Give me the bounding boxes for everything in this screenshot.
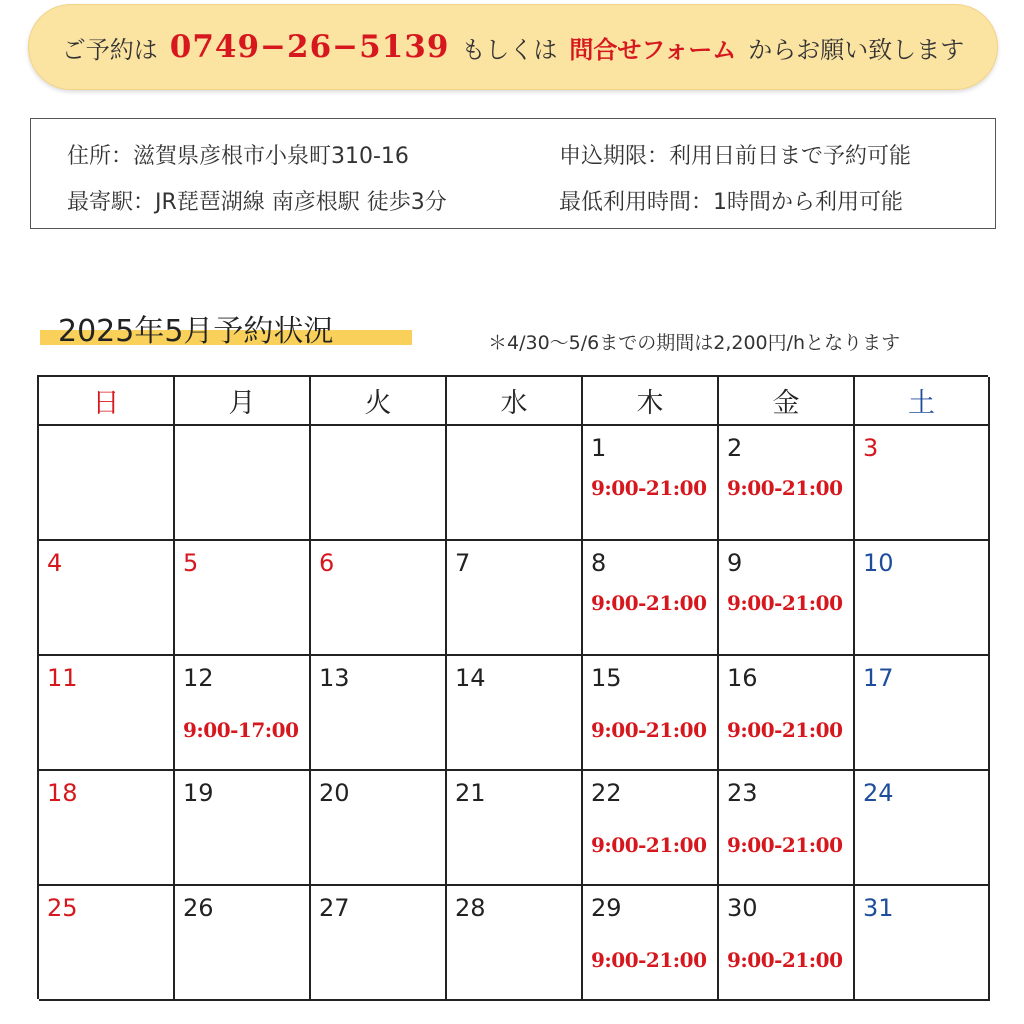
day-number: 19 xyxy=(183,779,214,807)
calendar-day-cell[interactable] xyxy=(175,656,311,771)
day-number: 17 xyxy=(863,664,894,692)
day-number: 20 xyxy=(319,779,350,807)
day-number: 27 xyxy=(319,894,350,922)
open-hours: 9:00-21:00 xyxy=(591,718,707,742)
reservation-banner xyxy=(28,4,998,90)
day-number: 5 xyxy=(183,549,199,577)
phone-number-link[interactable]: 0749−26−5139 xyxy=(169,29,450,65)
weekday-tue: 火 xyxy=(311,377,447,426)
open-hours: 9:00-21:00 xyxy=(727,476,843,500)
calendar-day-cell[interactable] xyxy=(447,656,583,771)
calendar-day-cell[interactable] xyxy=(175,426,311,541)
price-note: ＊4/30〜5/6までの期間は2,200円/hとなります xyxy=(488,332,901,354)
calendar-day-cell[interactable] xyxy=(855,426,990,541)
weekday-thu: 木 xyxy=(583,377,719,426)
calendar-day-cell[interactable] xyxy=(311,541,447,656)
calendar-day-cell[interactable] xyxy=(39,771,175,886)
day-number: 22 xyxy=(591,779,622,807)
calendar-day-cell[interactable] xyxy=(719,426,855,541)
day-number: 1 xyxy=(591,434,607,462)
contact-form-link[interactable]: 問合せフォーム xyxy=(569,35,737,64)
calendar-day-cell[interactable] xyxy=(311,771,447,886)
day-number: 29 xyxy=(591,894,622,922)
day-number: 16 xyxy=(727,664,758,692)
calendar-day-cell[interactable] xyxy=(39,886,175,1001)
address-text: 住所：滋賀県彦根市小泉町310-16 xyxy=(67,144,409,169)
weekday-wed: 水 xyxy=(447,377,583,426)
deadline-text: 申込期限：利用日前日まで予約可能 xyxy=(559,144,912,169)
day-number: 6 xyxy=(319,549,335,577)
calendar-day-cell[interactable] xyxy=(855,656,990,771)
calendar-day-cell[interactable] xyxy=(311,426,447,541)
calendar-day-cell[interactable] xyxy=(855,541,990,656)
calendar-day-cell[interactable] xyxy=(175,541,311,656)
calendar-day-cell[interactable] xyxy=(855,771,990,886)
open-hours: 9:00-21:00 xyxy=(727,718,843,742)
banner-middle: もしくは xyxy=(461,35,558,64)
banner-suffix: からお願い致します xyxy=(748,35,965,64)
calendar-day-cell[interactable] xyxy=(39,426,175,541)
calendar-day-cell[interactable] xyxy=(447,771,583,886)
day-number: 15 xyxy=(591,664,622,692)
day-number: 11 xyxy=(47,664,78,692)
calendar-day-cell[interactable] xyxy=(447,426,583,541)
calendar-heading xyxy=(40,302,412,349)
day-number: 25 xyxy=(47,894,78,922)
weekday-sun: 日 xyxy=(39,377,175,426)
day-number: 30 xyxy=(727,894,758,922)
open-hours: 9:00-17:00 xyxy=(183,718,299,742)
open-hours: 9:00-21:00 xyxy=(727,833,843,857)
calendar-day-cell[interactable] xyxy=(175,771,311,886)
calendar-day-cell[interactable] xyxy=(39,656,175,771)
calendar-day-cell[interactable] xyxy=(583,771,719,886)
calendar-day-cell[interactable] xyxy=(447,886,583,1001)
calendar-day-cell[interactable] xyxy=(855,886,990,1001)
calendar-day-cell[interactable] xyxy=(719,771,855,886)
day-number: 7 xyxy=(455,549,471,577)
calendar-day-cell[interactable] xyxy=(719,656,855,771)
calendar-day-cell[interactable] xyxy=(583,886,719,1001)
day-number: 12 xyxy=(183,664,214,692)
day-number: 23 xyxy=(727,779,758,807)
calendar-day-cell[interactable] xyxy=(311,656,447,771)
open-hours: 9:00-21:00 xyxy=(591,591,707,615)
day-number: 18 xyxy=(47,779,78,807)
reservation-calendar xyxy=(37,375,988,999)
calendar-day-cell[interactable] xyxy=(583,541,719,656)
open-hours: 9:00-21:00 xyxy=(591,833,707,857)
day-number: 9 xyxy=(727,549,743,577)
calendar-day-cell[interactable] xyxy=(39,541,175,656)
open-hours: 9:00-21:00 xyxy=(591,948,707,972)
day-number: 4 xyxy=(47,549,63,577)
day-number: 13 xyxy=(319,664,350,692)
open-hours: 9:00-21:00 xyxy=(727,591,843,615)
open-hours: 9:00-21:00 xyxy=(591,476,707,500)
day-number: 14 xyxy=(455,664,486,692)
weekday-sat: 土 xyxy=(855,377,990,426)
calendar-day-cell[interactable] xyxy=(583,656,719,771)
calendar-day-cell[interactable] xyxy=(719,541,855,656)
calendar-day-cell[interactable] xyxy=(583,426,719,541)
day-number: 2 xyxy=(727,434,743,462)
day-number: 31 xyxy=(863,894,894,922)
weekday-fri: 金 xyxy=(719,377,855,426)
info-box xyxy=(30,118,996,229)
day-number: 21 xyxy=(455,779,486,807)
day-number: 3 xyxy=(863,434,879,462)
minimum-time-text: 最低利用時間：1時間から利用可能 xyxy=(559,190,903,215)
calendar-day-cell[interactable] xyxy=(175,886,311,1001)
day-number: 8 xyxy=(591,549,607,577)
calendar-day-cell[interactable] xyxy=(311,886,447,1001)
day-number: 28 xyxy=(455,894,486,922)
calendar-day-cell[interactable] xyxy=(447,541,583,656)
day-number: 10 xyxy=(863,549,894,577)
day-number: 26 xyxy=(183,894,214,922)
station-text: 最寄駅：JR琵琶湖線 南彦根駅 徒歩3分 xyxy=(67,190,447,215)
weekday-mon: 月 xyxy=(175,377,311,426)
calendar-day-cell[interactable] xyxy=(719,886,855,1001)
calendar-title: 2025年5月予約状況 xyxy=(58,314,334,349)
open-hours: 9:00-21:00 xyxy=(727,948,843,972)
banner-prefix: ご予約は xyxy=(61,35,158,64)
day-number: 24 xyxy=(863,779,894,807)
